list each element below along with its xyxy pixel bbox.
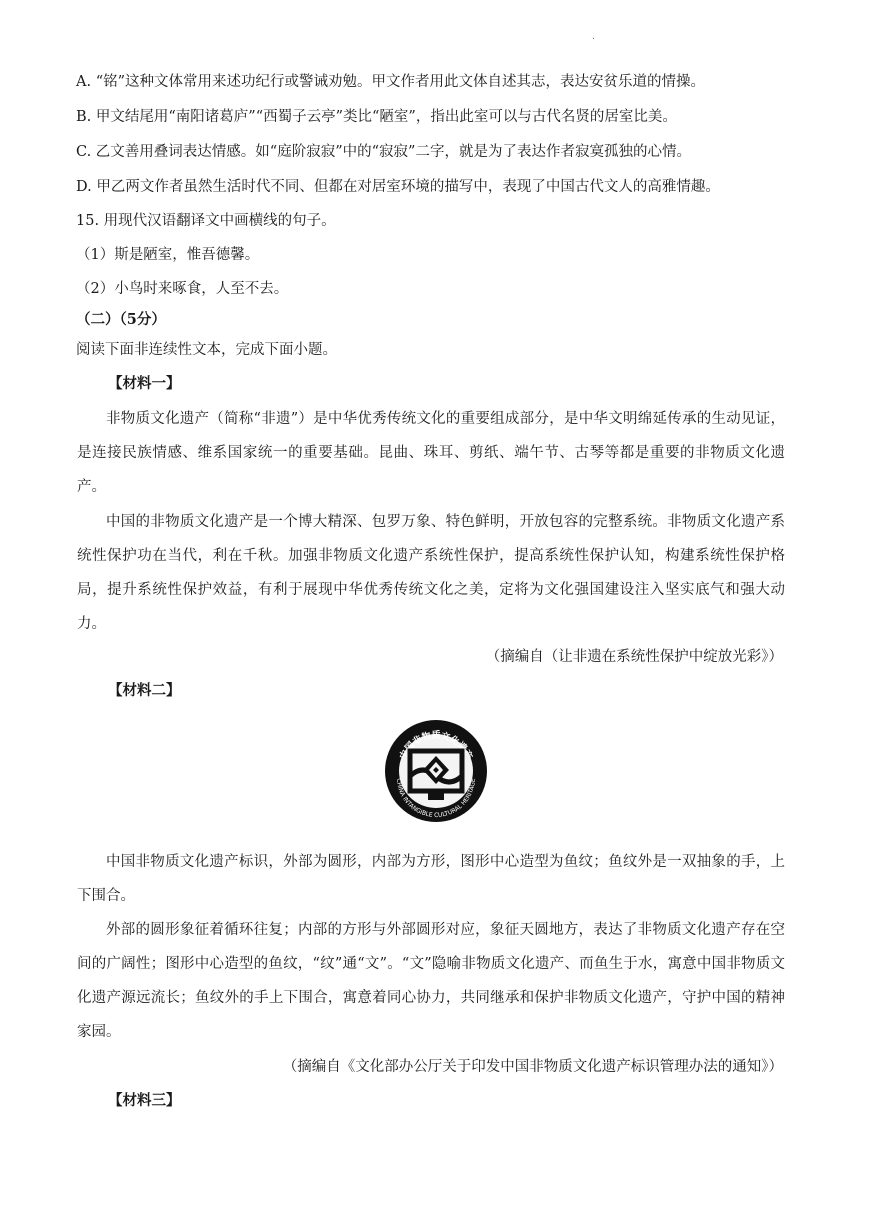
option-b: B. 甲文结尾用“南阳诸葛庐”“西蜀子云亭”类比“陋室”，指出此室可以与古代名贤的居室比美。 [76, 109, 677, 125]
material-2-paragraph-2: 外部的圆形象征着循环往复；内部的方形与外部圆形对应，象征天圆地方，表达了非物质文化遗产存在空间的广阔性；图形中心造型的鱼纹，“纹”通“文”。“文”隐喻非物质文化遗产、而鱼生于水，寓意中国非物质文化遗产源远流长；鱼纹外的手上下围合，寓意着同心协力，共同继承和保护非物质文化遗产，守护中国的精神家园。 [77, 922, 785, 1040]
section-2-title: （二）（5分） [76, 311, 166, 328]
question-15-item-1: （1）斯是陋室，惟吾德馨。 [76, 247, 260, 263]
material-2-heading: 【材料二】 [108, 682, 181, 699]
material-1-source: （摘编自（让非遗在系统性保护中绽放光彩》） [485, 649, 783, 665]
heritage-logo-icon [383, 718, 489, 824]
material-2-source: （摘编自《文化部办公厅关于印发中国非物质文化遗产标识管理办法的通知》） [282, 1059, 783, 1075]
option-a: A. “铭”这种文体常用来述功纪行或警诫劝勉。甲文作者用此文体自述其志，表达安贫乐道的情操。 [76, 74, 706, 90]
material-1-paragraph-1: 非物质文化遗产（简称“非遗”）是中华优秀传统文化的重要组成部分，是中华文明绵延传承的生动见证，是连接民族情感、维系国家统一的重要基础。昆曲、珠耳、剪纸、端午节、古琴等都是重要的非物质文化遗产。 [77, 411, 785, 495]
material-3-heading: 【材料三】 [108, 1092, 181, 1109]
logo-english-text: CHINA INTANGIBLE CULTURAL HERITAGE [394, 778, 478, 820]
material-1-heading: 【材料一】 [108, 375, 181, 392]
material-2-paragraph-1: 中国非物质文化遗产标识，外部为圆形，内部为方形，图形中心造型为鱼纹；鱼纹外是一双抽象的手，上下围合。 [77, 854, 785, 904]
question-15-title: 15. 用现代汉语翻译文中画横线的句子。 [76, 213, 336, 229]
section-2-intro: 阅读下面非连续性文本，完成下面小题。 [76, 342, 337, 358]
option-c: C. 乙文善用叠词表达情感。如“庭阶寂寂”中的“寂寂”二字，就是为了表达作者寂寞孤独的心情。 [76, 144, 691, 160]
material-1-paragraph-2: 中国的非物质文化遗产是一个博大精深、包罗万象、特色鲜明，开放包容的完整系统。非物质文化遗产系统性保护功在当代，利在千秋。加强非物质文化遗产系统性保护，提高系统性保护认知，构建系统性保护格局，提升系统性保护效益，有利于展现中华优秀传统文化之美，定将为文化强国建设注入坚实底气和强大动力。 [77, 514, 785, 632]
intangible-heritage-logo [383, 718, 489, 824]
logo-chinese-text: 中国非物质文化遗产 [398, 731, 474, 762]
page-dot: . [592, 32, 595, 42]
question-15-item-2: （2）小鸟时来啄食，人至不去。 [76, 281, 289, 297]
option-d: D. 甲乙两文作者虽然生活时代不同、但都在对居室环境的描写中，表现了中国古代文人的高雅情趣。 [76, 179, 720, 195]
